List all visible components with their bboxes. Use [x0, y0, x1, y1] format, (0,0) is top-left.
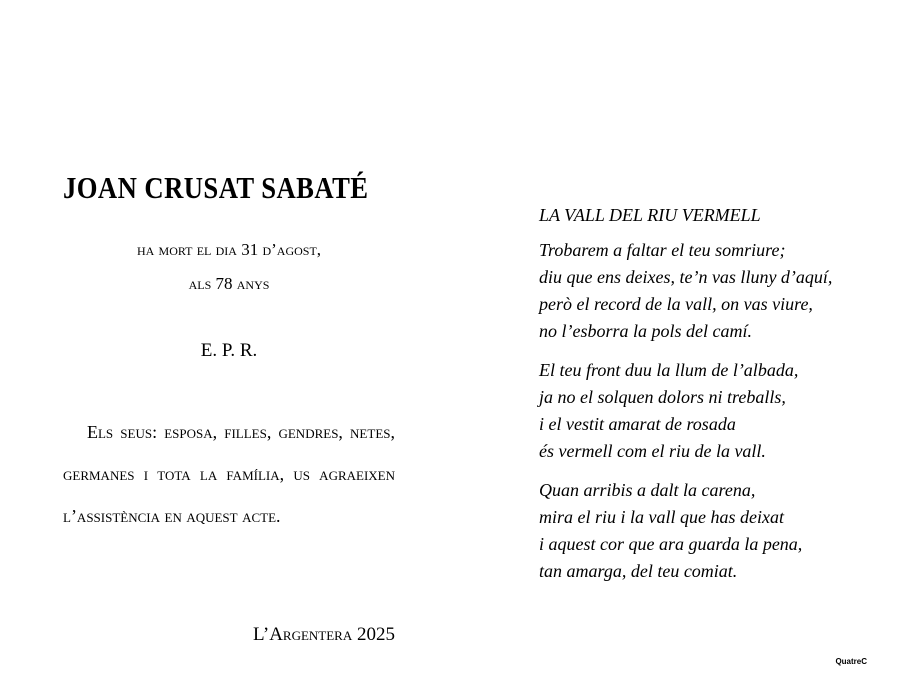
death-age: als 78 anys: [188, 274, 270, 293]
poem-stanza: [539, 357, 879, 465]
poem-line: tan amarga, del teu comiat.: [539, 561, 738, 581]
poem-line: no l’esborra la pols del camí.: [539, 321, 752, 341]
poem-line: però el record de la vall, on vas viure,: [539, 294, 813, 314]
poem-line: mira el riu i la vall que has deixat: [539, 507, 784, 527]
poem-line: ja no el solquen dolors ni treballs,: [539, 387, 786, 407]
death-info: [63, 233, 395, 301]
place-year: L’Argentera 2025: [253, 624, 395, 645]
poem-line: diu que ens deixes, te’n vas lluny d’aquí,: [539, 267, 833, 287]
poem-line: Trobarem a faltar el teu somriure;: [539, 240, 786, 260]
poem-line: i aquest cor que ara guarda la pena,: [539, 534, 803, 554]
poem: [539, 202, 879, 597]
death-date: ha mort el dia 31 d’agost,: [136, 240, 322, 259]
thanks-paragraph: Els seus: esposa, filles, gendres, netes, germanes i tota la família, us agraeixen l’assistència en aquest acte.: [63, 422, 395, 526]
obituary-notice: [63, 168, 395, 537]
poem-line: i el vestit amarat de rosada: [539, 414, 736, 434]
epr-text: E. P. R.: [200, 340, 258, 361]
printer-credit: QuatreC: [835, 657, 867, 666]
poem-title: LA VALL DEL RIU VERMELL: [539, 205, 761, 225]
poem-line: és vermell com el riu de la vall.: [539, 441, 766, 461]
poem-stanza: [539, 237, 879, 345]
poem-stanza: [539, 477, 879, 585]
poem-line: El teu front duu la llum de l’albada,: [539, 360, 799, 380]
deceased-name: JOAN CRUSAT SABATÉ: [63, 170, 369, 205]
poem-line: Quan arribis a dalt la carena,: [539, 480, 756, 500]
